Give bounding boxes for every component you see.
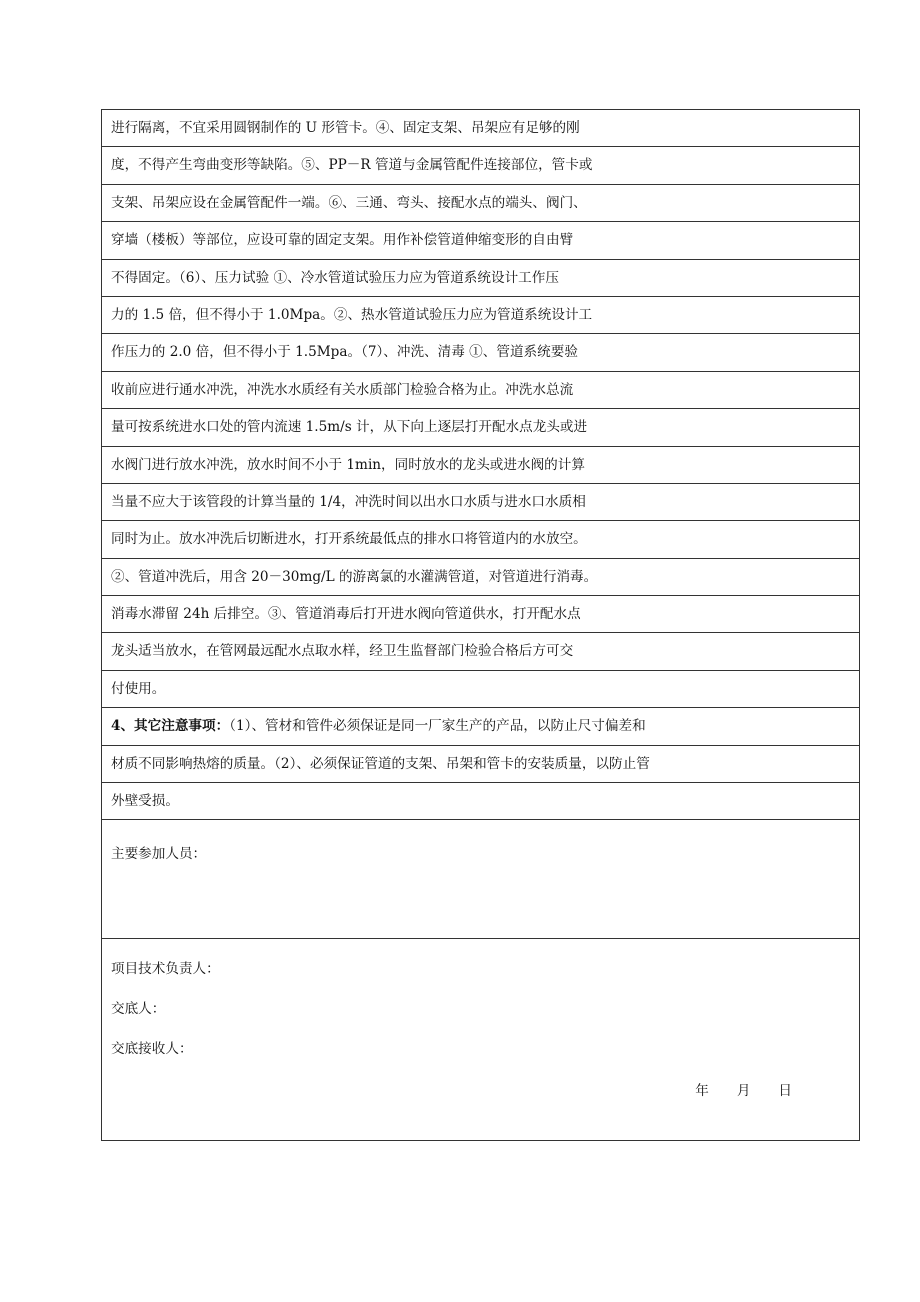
text-line: 度，不得产生弯曲变形等缺陷。⑤、PP－R 管道与金属管配件连接部位，管卡或 [102,147,859,184]
text-line: 穿墙（楼板）等部位，应设可靠的固定支架。用作补偿管道伸缩变形的自由臂 [102,222,859,259]
notes-line: 外壁受损。 [102,783,859,820]
disclosure-table [101,109,860,1141]
text-line: 同时为止。放水冲洗后切断进水，打开系统最低点的排水口将管道内的水放空。 [102,521,859,558]
text-line: 水阀门进行放水冲洗，放水时间不小于 1min，同时放水的龙头或进水阀的计算 [102,447,859,484]
text-line: 量可按系统进水口处的管内流速 1.5m/s 计，从下向上逐层打开配水点龙头或进 [102,409,859,446]
text-line: ②、管道冲洗后，用含 20－30mg/L 的游离氯的水灌满管道，对管道进行消毒。 [102,559,859,596]
notes-text: （1）、管材和管件必须保证是同一厂家生产的产品，以防止尺寸偏差和 [229,718,646,735]
text-line: 不得固定。（6）、压力试验 ①、冷水管道试验压力应为管道系统设计工作压 [102,260,859,297]
handover-by-label: 交底人： [111,1001,166,1018]
text-line: 消毒水滞留 24h 后排空。③、管道消毒后打开进水阀向管道供水，打开配水点 [102,596,859,633]
participants-label: 主要参加人员： [111,846,207,863]
text-line: 作压力的 2.0 倍，但不得小于 1.5Mpa。（7）、冲洗、清毒 ①、管道系统要验 [102,334,859,371]
signoff-date [695,1079,792,1099]
notes-line: 材质不同影响热熔的质量。（2）、必须保证管道的支架、吊架和管卡的安装质量，以防止管 [102,746,859,783]
text-line: 当量不应大于该管段的计算当量的 1/4，冲洗时间以出水口水质与进水口水质相 [102,484,859,521]
text-line: 收前应进行通水冲洗，冲洗水水质经有关水质部门检验合格为止。冲洗水总流 [102,372,859,409]
date-year: 年 [695,1083,709,1100]
signoff-cell [102,939,859,1140]
text-line: 进行隔离，不宜采用圆钢制作的 U 形管卡。④、固定支架、吊架应有足够的刚 [102,110,859,147]
participants-cell [102,820,859,939]
text-line: 力的 1.5 倍，但不得小于 1.0Mpa。②、热水管道试验压力应为管道系统设计工 [102,297,859,334]
notes-line [102,708,859,745]
tech-lead-label: 项目技术负责人： [111,961,220,978]
handover-to-label: 交底接收人： [111,1041,193,1058]
date-month: 月 [736,1083,751,1100]
date-day: 日 [778,1083,792,1100]
text-line: 支架、吊架应设在金属管配件一端。⑥、三通、弯头、接配水点的端头、阀门、 [102,185,859,222]
text-line: 龙头适当放水，在管网最远配水点取水样，经卫生监督部门检验合格后方可交 [102,633,859,670]
text-line: 付使用。 [102,671,859,708]
notes-heading: 4、其它注意事项： [111,718,230,735]
